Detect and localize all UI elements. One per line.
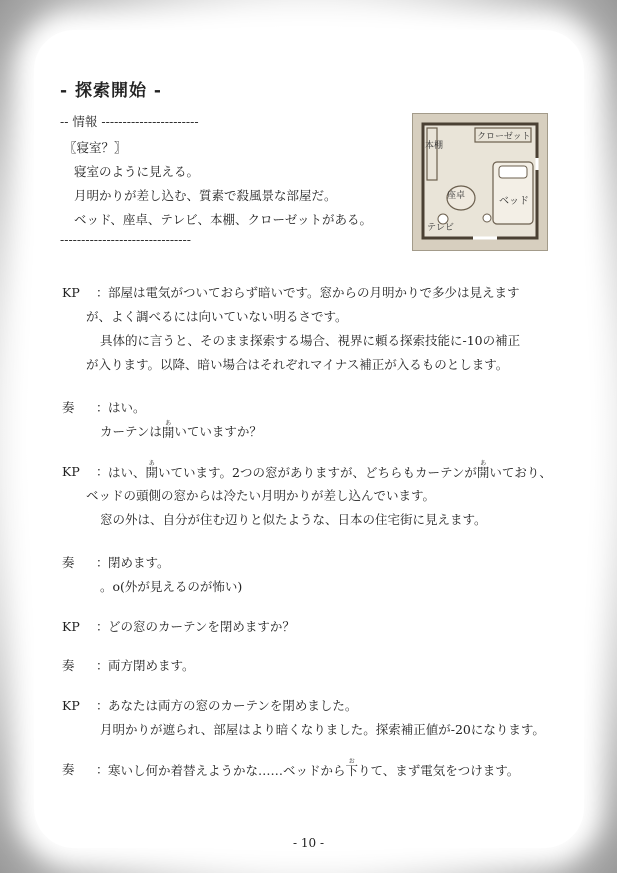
colon: ： (96, 285, 109, 300)
map-label-table: 座卓 (447, 191, 466, 201)
furigana: あ (145, 460, 159, 467)
dialogue-line: 窓の外は、自分が住む辺りと似たような、日本の住宅街に見えます。 (100, 512, 487, 527)
room-map-drawing (413, 114, 547, 250)
colon: ： (96, 762, 109, 777)
info-body (64, 136, 372, 232)
furigana: あ (161, 420, 175, 427)
dialogue-block (62, 694, 545, 742)
colon: ： (96, 555, 109, 570)
dialogue-line: 部屋は電気がついておらず暗いです。窓からの月明かりで多少は見えます (108, 285, 520, 300)
info-line: 寝室のように見える。 (74, 164, 200, 179)
speaker: KP (62, 285, 80, 300)
dialogue-line: 両方閉めます。 (108, 658, 195, 673)
info-line: ベッド、座卓、テレビ、本棚、クローゼットがある。 (74, 212, 373, 227)
furigana: お (345, 758, 359, 765)
colon: ： (96, 619, 109, 634)
dialogue-block (62, 396, 262, 444)
speaker: 奏 (62, 400, 75, 415)
room-map (412, 113, 548, 251)
dialogue-line: 寒いし何か着替えようかな……ベッドから下おりて、まず電気をつけます。 (108, 758, 520, 778)
dialogue-line: はい。 (108, 400, 146, 415)
colon: ： (96, 464, 109, 479)
section-title: - 探索開始 - (60, 81, 162, 101)
small-object-shape (483, 214, 491, 222)
speaker: KP (62, 698, 80, 713)
dialogue-line: 閉めます。 (108, 555, 170, 570)
dialogue-line: 。o(外が見えるのが怖い) (100, 579, 243, 594)
colon: ： (96, 658, 109, 673)
dialogue-line: どの窓のカーテンを閉めますか？ (108, 619, 295, 634)
colon: ： (96, 698, 109, 713)
furigana: あ (476, 460, 490, 467)
speaker: 奏 (62, 762, 75, 777)
info-header: -- 情報 ----------------------- (60, 114, 199, 129)
speaker: KP (62, 619, 80, 634)
info-divider: ------------------------------- (60, 232, 191, 247)
dialogue-line: が、よく調べるには向いていない明るさです。 (86, 309, 348, 324)
info-line: 月明かりが差し込む、質素で殺風景な部屋だ。 (74, 188, 337, 203)
dialogue-block (62, 615, 295, 639)
speaker: 奏 (62, 555, 75, 570)
speaker: 奏 (62, 658, 75, 673)
dialogue-line: 具体的に言うと、そのまま探索する場合、視界に頼る探索技能に-10の補正 (100, 333, 521, 348)
map-label-tv: テレビ (427, 223, 454, 233)
dialogue-line: はい、開あいています。2つの窓がありますが、どちらもカーテンが開あいており、 (108, 460, 552, 480)
dialogue-line: ベッドの頭側の窓からは冷たい月明かりが差し込んでいます。 (86, 488, 436, 503)
pillow-shape (499, 166, 527, 178)
page-number: - 10 - (292, 836, 324, 850)
map-label-bookshelf: 本棚 (425, 141, 444, 151)
dialogue-block (62, 460, 552, 532)
info-room-name: 〖寝室？〗 (64, 140, 127, 155)
dialogue-block (62, 551, 242, 599)
dialogue-line: あなたは両方の窓のカーテンを閉めました。 (108, 698, 358, 713)
speaker: KP (62, 464, 80, 479)
colon: ： (96, 400, 109, 415)
map-label-closet: クローゼット (477, 132, 531, 142)
map-label-bed: ベッド (499, 196, 529, 207)
dialogue-line: カーテンは 開あ いていますか？ (100, 420, 262, 440)
dialogue-block (62, 654, 195, 678)
dialogue-block (62, 758, 519, 782)
dialogue-line: が入ります。以降、暗い場合はそれぞれマイナス補正が入るものとします。 (86, 357, 509, 372)
dialogue-line: 月明かりが遮られ、部屋はより暗くなりました。探索補正値が-20になります。 (100, 722, 545, 737)
dialogue-block (62, 281, 520, 377)
